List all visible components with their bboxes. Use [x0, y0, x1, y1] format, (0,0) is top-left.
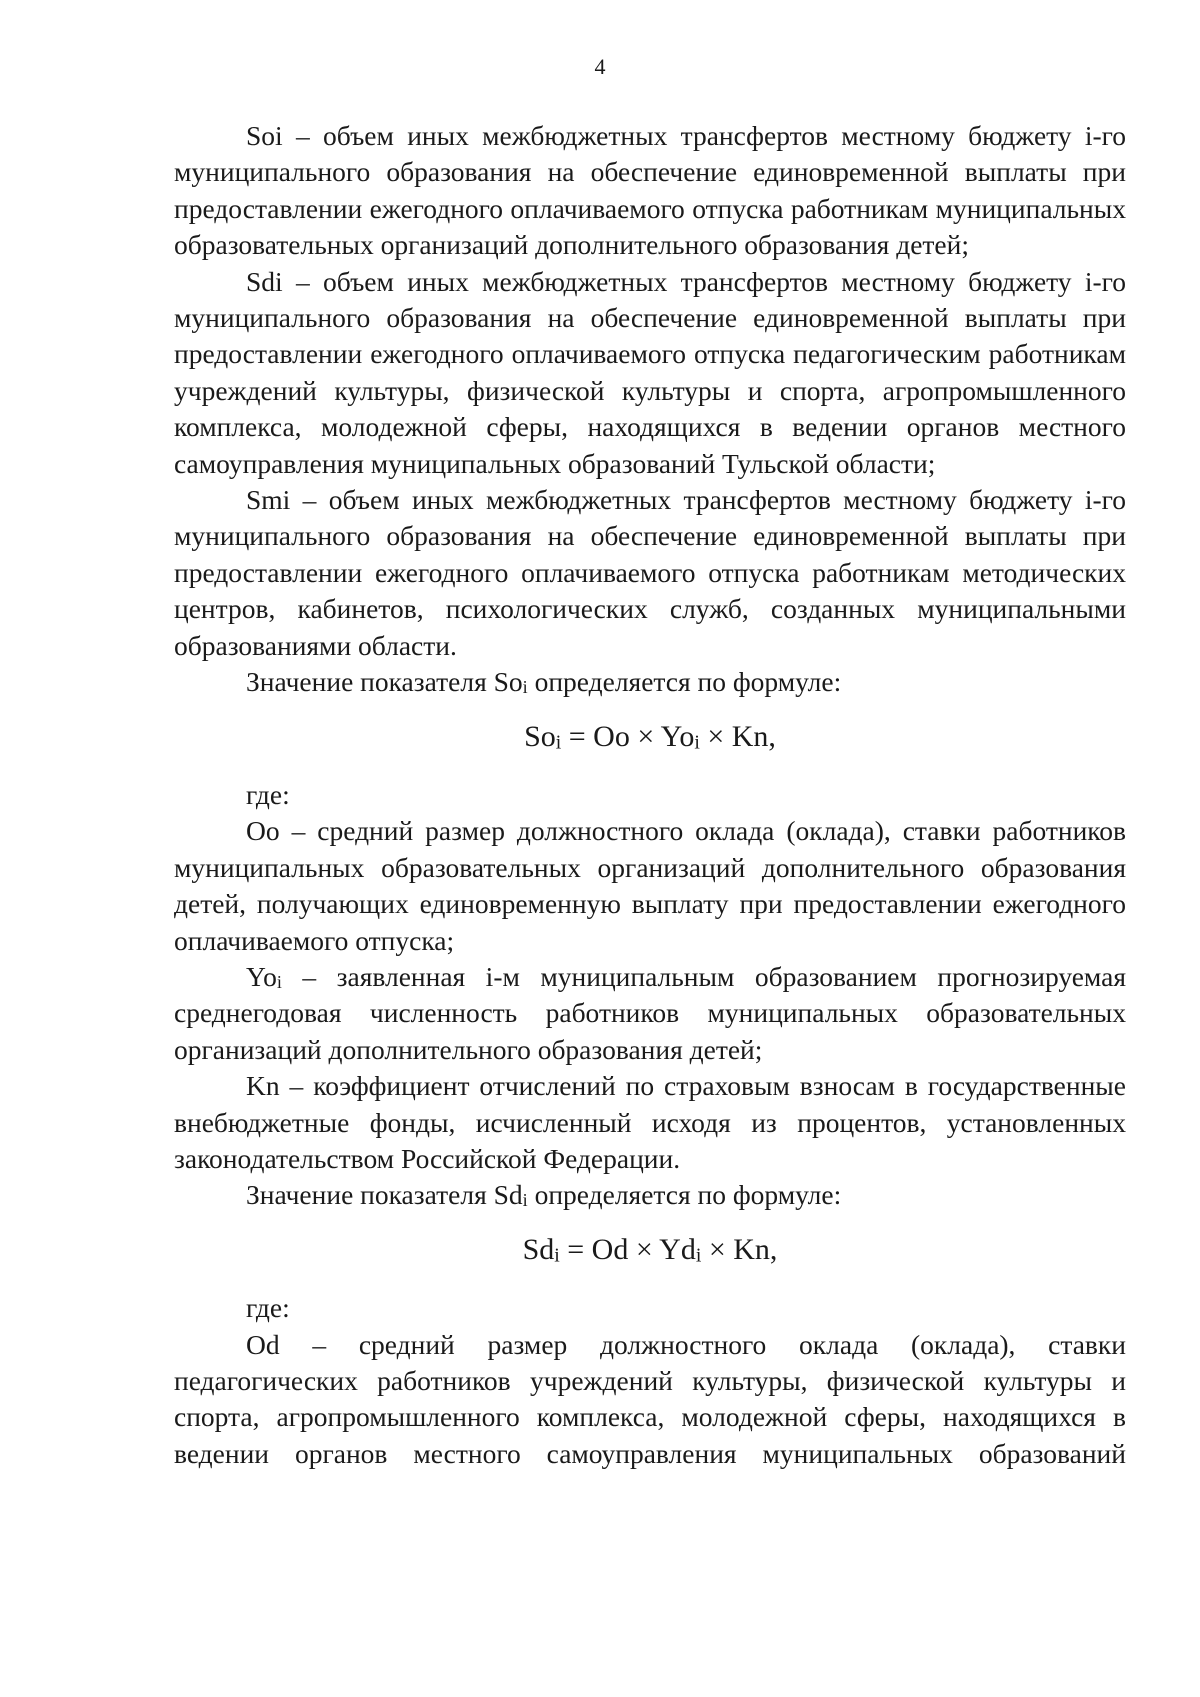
paragraph-soi-definition: Soi – объем иных межбюджетных трансфертов местному бюджету i-го муниципального образования на обеспечение единовременной выплаты при предоставлении ежегодного оплачиваемого отпуска работникам муниципальных образовательных организаций дополнительного образования детей; — [174, 120, 1126, 261]
paragraph-sdi-formula-intro: Значение показателя $Sd_i$ определяется по формуле: — [246, 1179, 842, 1211]
paragraph-smi-definition: Smi – объем иных межбюджетных трансфертов местному бюджету i-го муниципального образования на обеспечение единовременной выплаты при предоставлении ежегодного оплачиваемого отпуска работникам методических центров, кабинетов, психологических служб, созданных муниципальными образованиями области. — [174, 484, 1126, 661]
paragraph-kn-definition: Kn – коэффициент отчислений по страховым взносам в государственные внебюджетные фонды, исчисленный исходя из процентов, установленных законодательством Российской Федерации. — [174, 1070, 1126, 1174]
document-body — [174, 118, 1126, 1472]
paragraph-oo-definition: Oo – средний размер должностного оклада (оклада), ставки работников муниципальных образовательных организаций дополнительного образования детей, получающих единовременную выплату при предоставлении ежегодного оплачиваемого отпуска; — [174, 815, 1126, 956]
where-label: где: — [246, 1292, 290, 1324]
paragraph-yoi-definition: $Yo_i$ – заявленная i-м муниципальным образованием прогнозируемая среднегодовая численность работников муниципальных образовательных организаций дополнительного образования детей; — [174, 960, 1126, 1065]
formula-soi: $So_i = Oo \times Yo_i \times Kn$, — [524, 719, 776, 753]
page-number: 4 — [594, 54, 606, 79]
paragraph-sdi-definition: Sdi – объем иных межбюджетных трансфертов местному бюджету i-го муниципального образования на обеспечение единовременной выплаты при предоставлении ежегодного оплачиваемого отпуска педагогическим работникам учреждений культуры, физической культуры и спорта, агропромышленного комплекса, молодежной сферы, находящихся в ведении органов местного самоуправления муниципальных образований Тульской области; — [174, 265, 1126, 479]
paragraph-od-definition: Od – средний размер должностного оклада (оклада), ставки педагогических работников учреждений культуры, физической культуры и спорта, агропромышленного комплекса, молодежной сферы, находящихся в ведении органов местного самоуправления муниципальных образований — [174, 1328, 1126, 1469]
paragraph-soi-formula-intro: Значение показателя $So_i$ определяется по формуле: — [246, 666, 842, 698]
formula-sdi: $Sd_i = Od \times Yd_i \times Kn$, — [522, 1232, 778, 1267]
where-label: где: — [246, 778, 290, 810]
